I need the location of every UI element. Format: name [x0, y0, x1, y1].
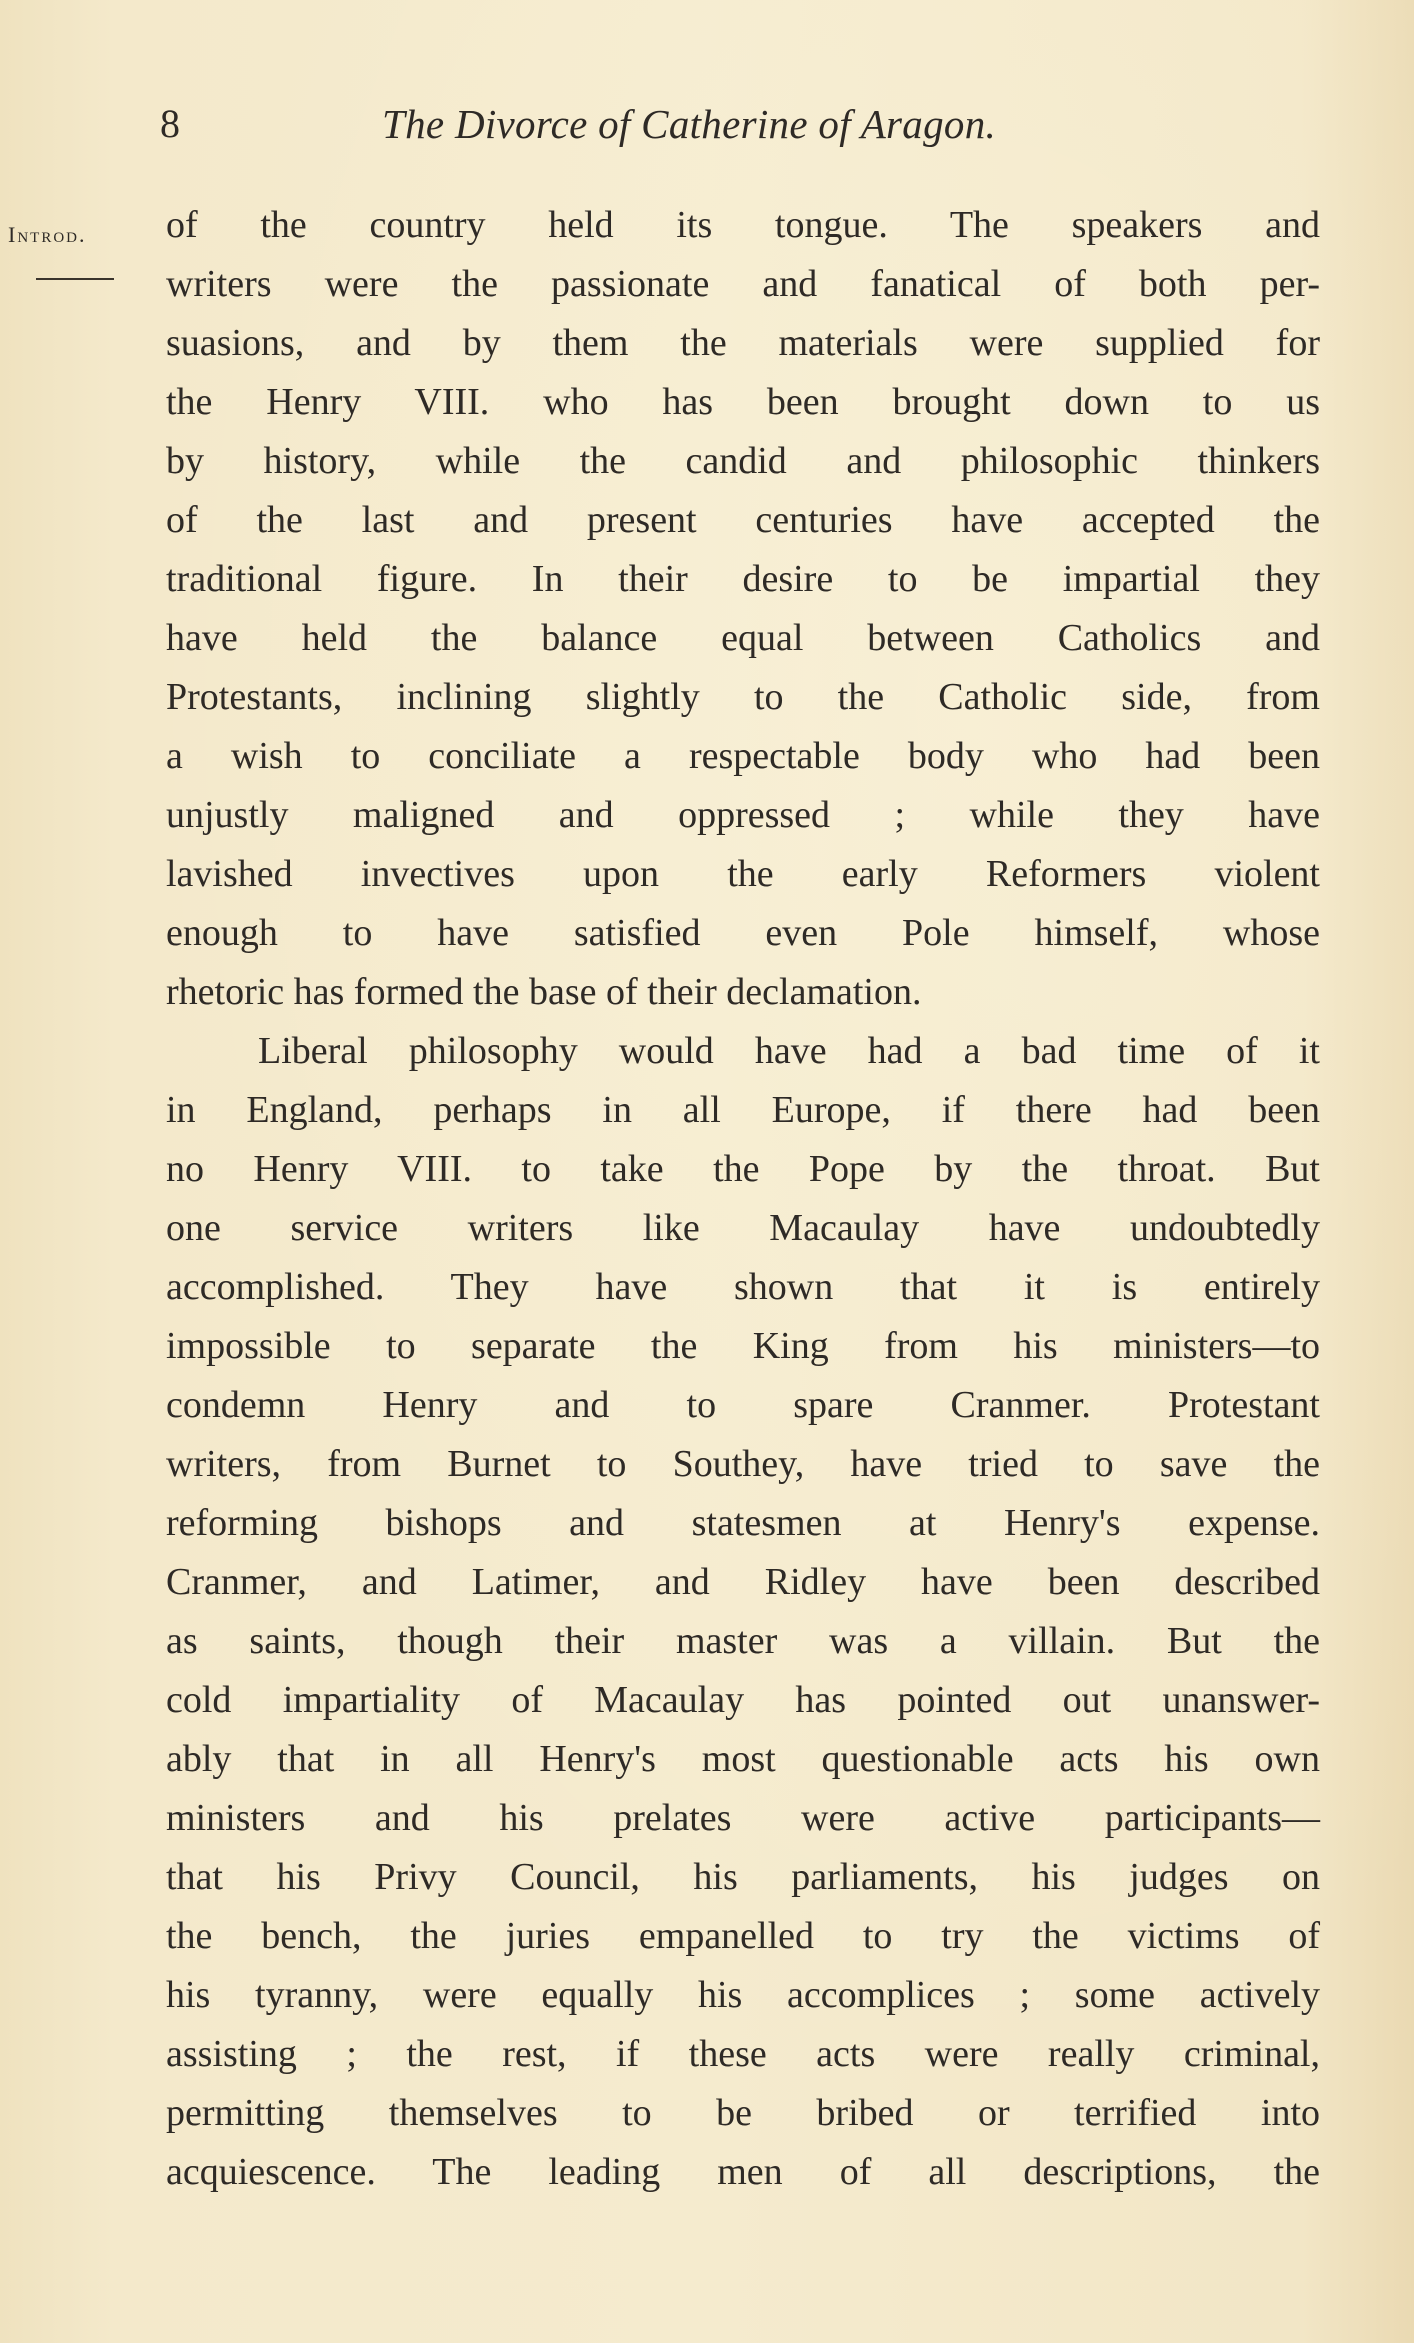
text-line: ministers and his prelates were active participants— — [166, 1797, 1320, 1839]
text-line: Cranmer, and Latimer, and Ridley have been described — [166, 1561, 1320, 1603]
text-line: reforming bishops and statesmen at Henry's expense. — [166, 1502, 1320, 1544]
text-line: condemn Henry and to spare Cranmer. Protestant — [166, 1384, 1320, 1426]
text-line: in England, perhaps in all Europe, if there had been — [166, 1089, 1320, 1131]
margin-note: Introd. — [8, 222, 87, 247]
text-line: by history, while the candid and philosophic thinkers — [166, 440, 1320, 482]
text-line: unjustly maligned and oppressed ; while they have — [166, 794, 1320, 836]
margin-rule — [36, 278, 114, 280]
text-line: Liberal philosophy would have had a bad time of it — [258, 1030, 1320, 1072]
text-line: ably that in all Henry's most questionable acts his own — [166, 1738, 1320, 1780]
text-line: acquiescence. The leading men of all descriptions, the — [166, 2151, 1320, 2193]
text-line: assisting ; the rest, if these acts were really criminal, — [166, 2033, 1320, 2075]
text-line: a wish to conciliate a respectable body who had been — [166, 735, 1320, 777]
text-line: no Henry VIII. to take the Pope by the throat. But — [166, 1148, 1320, 1190]
text-line: writers were the passionate and fanatical of both per- — [166, 263, 1320, 305]
text-line: rhetoric has formed the base of their declamation. — [166, 971, 922, 1013]
text-line: have held the balance equal between Catholics and — [166, 617, 1320, 659]
text-line: lavished invectives upon the early Reformers violent — [166, 853, 1320, 895]
text-line: accomplished. They have shown that it is entirely — [166, 1266, 1320, 1308]
text-line: the Henry VIII. who has been brought down to us — [166, 381, 1320, 423]
running-head — [160, 100, 1340, 160]
text-line: that his Privy Council, his parliaments, his judges on — [166, 1856, 1320, 1898]
text-line: writers, from Burnet to Southey, have tried to save the — [166, 1443, 1320, 1485]
paragraph-1 — [166, 196, 1320, 1022]
body-text — [166, 196, 1320, 2202]
text-line: of the last and present centuries have accepted the — [166, 499, 1320, 541]
paragraph-2 — [166, 1022, 1320, 2202]
text-line: of the country held its tongue. The speakers and — [166, 204, 1320, 246]
text-line: cold impartiality of Macaulay has pointed out unanswer- — [166, 1679, 1320, 1721]
page-number: 8 — [160, 101, 181, 146]
text-line: Protestants, inclining slightly to the Catholic side, from — [166, 676, 1320, 718]
text-line: as saints, though their master was a villain. But the — [166, 1620, 1320, 1662]
text-line: traditional figure. In their desire to be impartial they — [166, 558, 1320, 600]
text-line: his tyranny, were equally his accomplices ; some actively — [166, 1974, 1320, 2016]
text-line: suasions, and by them the materials were supplied for — [166, 322, 1320, 364]
running-title: The Divorce of Catherine of Aragon. — [382, 101, 997, 147]
text-line: one service writers like Macaulay have undoubtedly — [166, 1207, 1320, 1249]
text-line: impossible to separate the King from his ministers—to — [166, 1325, 1320, 1367]
text-line: permitting themselves to be bribed or terrified into — [166, 2092, 1320, 2134]
text-line: enough to have satisfied even Pole himself, whose — [166, 912, 1320, 954]
text-line: the bench, the juries empanelled to try the victims of — [166, 1915, 1320, 1957]
